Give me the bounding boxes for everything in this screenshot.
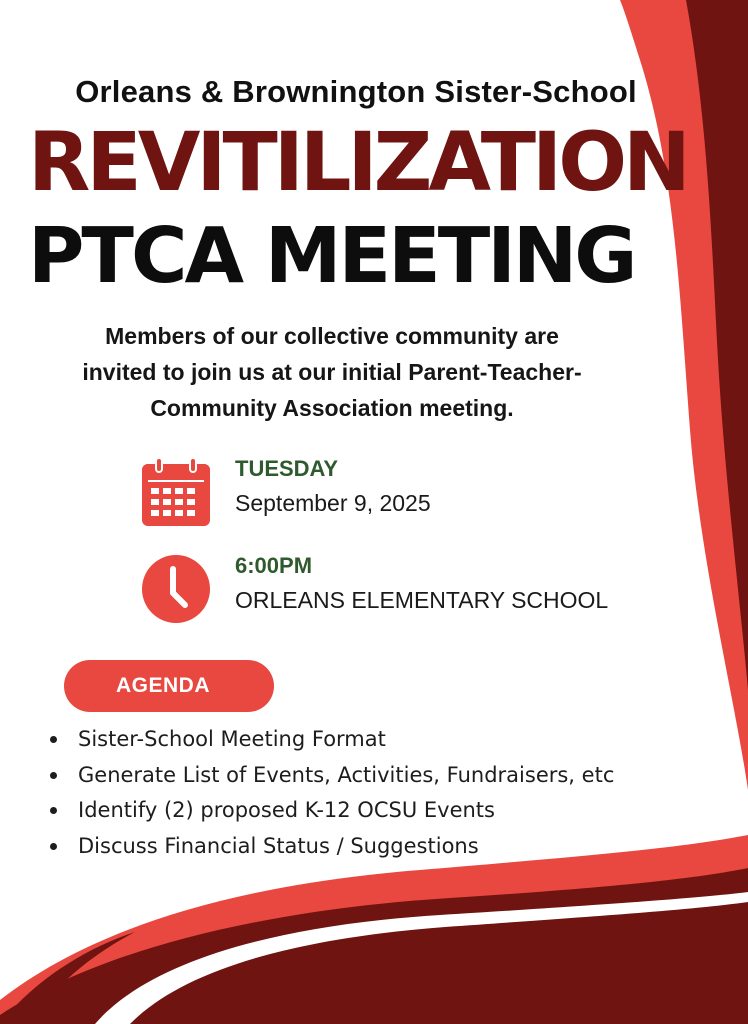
- agenda-item: [48, 758, 614, 794]
- calendar-icon: [140, 456, 212, 528]
- agenda-item-text: Sister-School Meeting Format: [78, 727, 386, 751]
- intro-line-3: Community Association meeting.: [150, 395, 514, 421]
- agenda-title: AGENDA: [116, 674, 211, 697]
- bullet-icon: [50, 772, 57, 779]
- agenda-item: [48, 722, 614, 758]
- flyer-headline-2: PTCA MEETING: [28, 212, 635, 301]
- flyer-headline: REVITILIZATION: [28, 116, 687, 210]
- event-location-value: ORLEANS ELEMENTARY SCHOOL: [235, 587, 609, 613]
- agenda-badge: [64, 660, 274, 712]
- intro-line-1: Members of our collective community are: [105, 323, 559, 349]
- agenda-item-text: Identify (2) proposed K-12 OCSU Events: [78, 798, 495, 822]
- agenda-item-text: Generate List of Events, Activities, Fundraisers, etc: [78, 762, 615, 787]
- bullet-icon: [50, 807, 57, 814]
- flyer-subtitle: Orleans & Brownington Sister-School: [75, 74, 637, 109]
- agenda-list: [48, 722, 614, 864]
- bullet-icon: [50, 843, 57, 850]
- bullet-icon: [50, 736, 57, 743]
- agenda-item: [48, 829, 614, 865]
- agenda-item-text: Discuss Financial Status / Suggestions: [78, 833, 479, 858]
- agenda-item: [48, 793, 614, 829]
- clock-icon: [140, 553, 212, 625]
- event-day-label: TUESDAY: [235, 456, 339, 481]
- intro-line-2: invited to join us at our initial Parent-Teacher-: [82, 359, 582, 385]
- event-date-value: September 9, 2025: [235, 490, 431, 516]
- event-time-label: 6:00PM: [235, 553, 313, 578]
- intro-paragraph: [0, 318, 664, 426]
